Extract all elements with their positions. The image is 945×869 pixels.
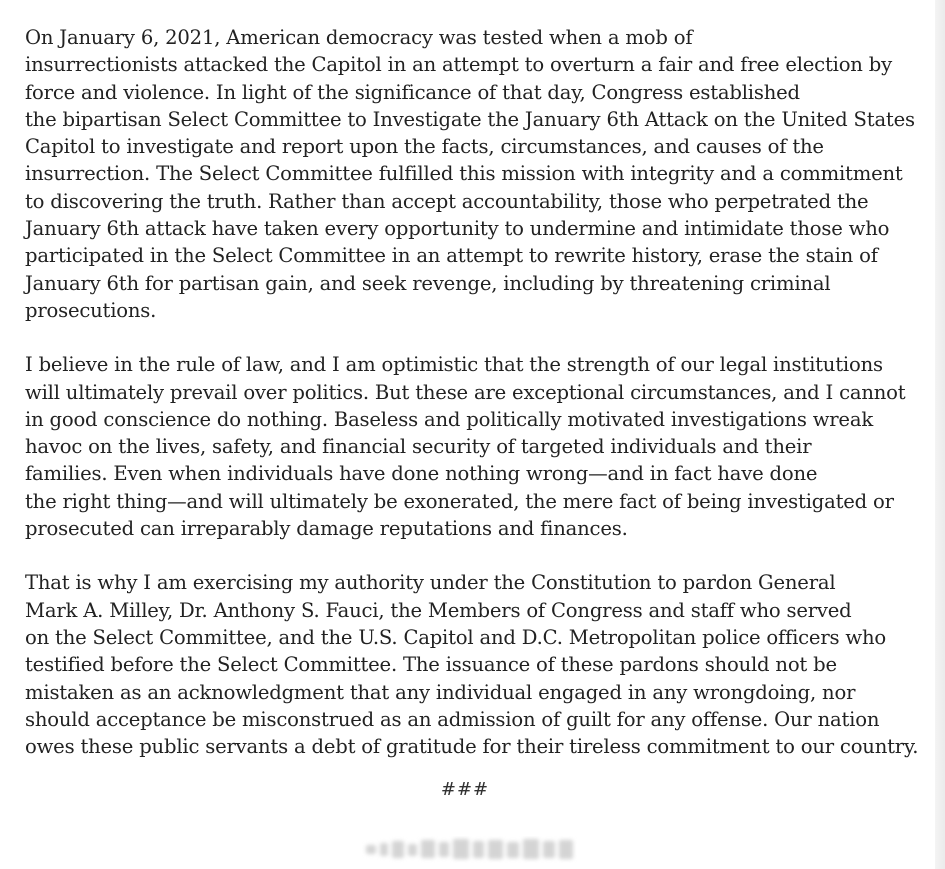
text-line: Capitol to investigate and report upon the facts, circumstances, and causes of the	[25, 135, 824, 159]
page-edge-strip	[935, 0, 945, 869]
text-line: prosecutions.	[25, 298, 157, 322]
end-of-statement-mark: ###	[440, 779, 490, 800]
blurred-watermark-icon	[362, 836, 577, 863]
text-line: participated in the Select Committee in an attempt to rewrite history, erase the stain of	[25, 244, 878, 268]
text-line: testified before the Select Committee. The issuance of these pardons should not be	[25, 653, 837, 677]
text-line: on the Select Committee, and the U.S. Capitol and D.C. Metropolitan police officers who	[25, 625, 886, 649]
text-line: insurrectionists attacked the Capitol in an attempt to overturn a fair and free election by	[25, 53, 892, 77]
text-line: the right thing—and will ultimately be exonerated, the mere fact of being investigated or	[25, 489, 894, 513]
text-line: force and violence. In light of the significance of that day, Congress established	[25, 80, 800, 104]
text-line: to discovering the truth. Rather than accept accountability, those who perpetrated the	[25, 189, 869, 213]
text-line: I believe in the rule of law, and I am optimistic that the strength of our legal institutions	[25, 353, 883, 377]
text-line: That is why I am exercising my authority under the Constitution to pardon General	[25, 571, 836, 595]
text-line: mistaken as an acknowledgment that any individual engaged in any wrongdoing, nor	[25, 680, 856, 704]
paragraph-3	[25, 569, 919, 760]
text-line: should acceptance be misconstrued as an admission of guilt for any offense. Our nation	[25, 707, 880, 731]
paragraph-2	[25, 351, 905, 542]
text-line: prosecuted can irreparably damage reputations and finances.	[25, 517, 628, 541]
statement-body	[25, 24, 919, 787]
text-line: January 6th for partisan gain, and seek revenge, including by threatening criminal	[25, 271, 831, 295]
text-line: insurrection. The Select Committee fulfilled this mission with integrity and a commitment	[25, 162, 903, 186]
text-line: families. Even when individuals have done nothing wrong—and in fact have done	[25, 462, 818, 486]
text-line: January 6th attack have taken every opportunity to undermine and intimidate those who	[25, 217, 890, 241]
text-line: havoc on the lives, safety, and financial security of targeted individuals and their	[25, 435, 812, 459]
text-line: On January 6, 2021, American democracy was tested when a mob of	[25, 26, 693, 49]
text-line: in good conscience do nothing. Baseless and politically motivated investigations wreak	[25, 407, 873, 431]
text-line: owes these public servants a debt of gratitude for their tireless commitment to our country.	[25, 735, 919, 759]
paragraph-1	[25, 24, 915, 324]
text-line: will ultimately prevail over politics. But these are exceptional circumstances, and I cannot	[25, 380, 906, 404]
text-line: Mark A. Milley, Dr. Anthony S. Fauci, the Members of Congress and staff who served	[25, 598, 852, 622]
text-line: the bipartisan Select Committee to Investigate the January 6th Attack on the United States	[25, 107, 915, 131]
